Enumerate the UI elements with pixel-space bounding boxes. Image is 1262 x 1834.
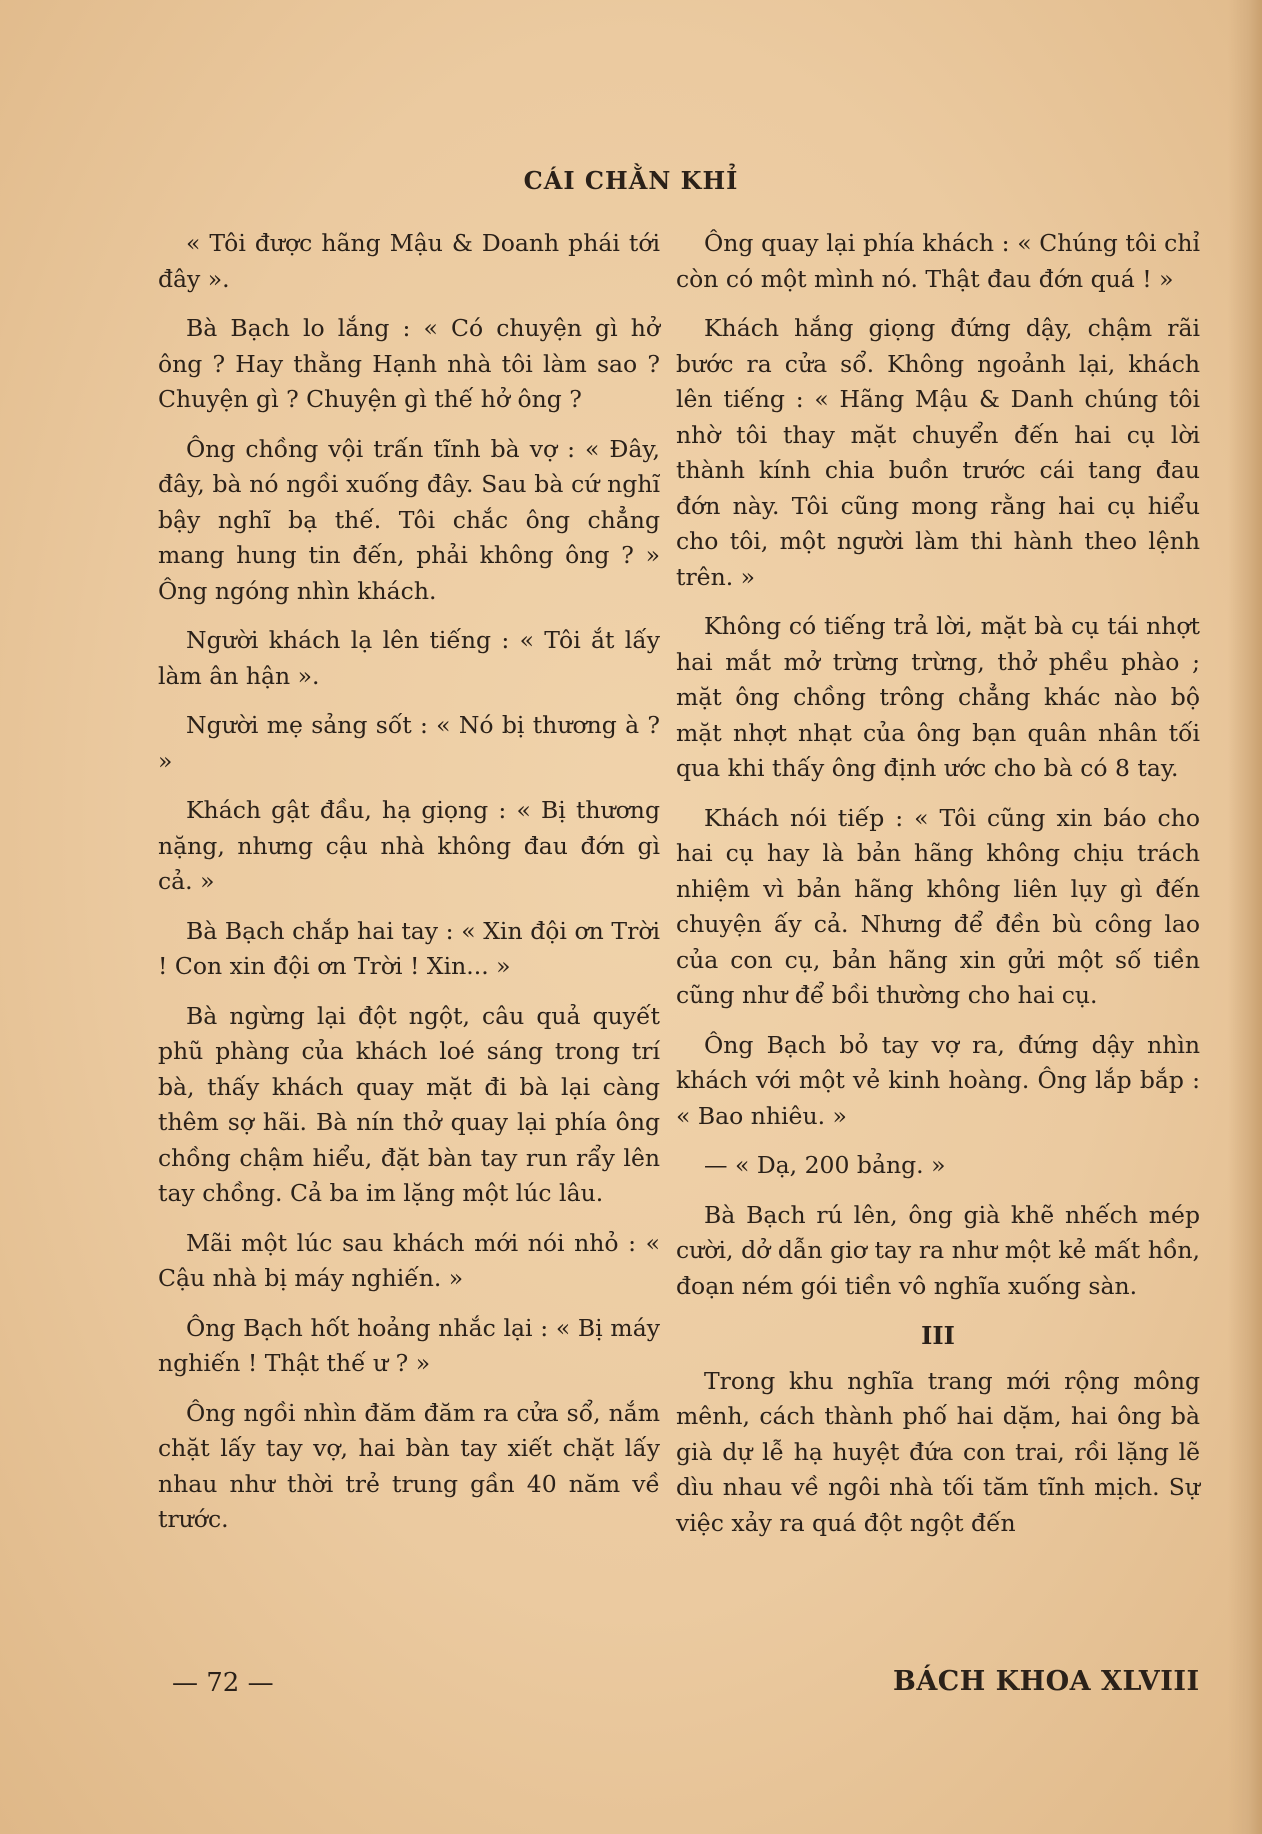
paragraph: Ông chồng vội trấn tĩnh bà vợ : « Đây, đây, bà nó ngồi xuống đây. Sau bà cứ nghĩ bậy nghĩ bạ thế. Tôi chắc ông chẳng mang hung tin đến, phải không ông ? » Ông ngóng nhìn khách. bbox=[158, 434, 660, 605]
page-title: CÁI CHẰN KHỈ bbox=[523, 166, 739, 195]
paragraph: Ông ngồi nhìn đăm đăm ra cửa sổ, nắm chặt lấy tay vợ, hai bàn tay xiết chặt lấy nhau như thời trẻ trung gần 40 năm về trước. bbox=[158, 1398, 660, 1533]
paragraph: « Tôi được hãng Mậu & Doanh phái tới đây ». bbox=[158, 229, 660, 293]
page-number: — 72 — bbox=[172, 1668, 274, 1698]
paragraph: Người khách lạ lên tiếng : « Tôi ắt lấy làm ân hận ». bbox=[158, 626, 660, 690]
right-column bbox=[676, 226, 1200, 1555]
paragraph: Mãi một lúc sau khách mới nói nhỏ : « Cậu nhà bị máy nghiến. » bbox=[158, 1228, 660, 1292]
paragraph: Bà Bạch chắp hai tay : « Xin đội ơn Trời ! Con xin đội ơn Trời ! Xin... » bbox=[158, 916, 660, 980]
paragraph: Bà Bạch rú lên, ông già khẽ nhếch mép cười, dở dẫn giơ tay ra như một kẻ mất hồn, đoạn ném gói tiền vô nghĩa xuống sàn. bbox=[676, 1200, 1200, 1300]
paragraph: Ông quay lại phía khách : « Chúng tôi chỉ còn có một mình nó. Thật đau đớn quá ! » bbox=[676, 229, 1200, 293]
section-number: III bbox=[921, 1321, 955, 1350]
paragraph: Khách nói tiếp : « Tôi cũng xin báo cho hai cụ hay là bản hãng không chịu trách nhiệm vì bản hãng không liên lụy gì đến chuyện ấy cả. Nhưng để đền bù công lao của con cụ, bản hãng xin gửi một số tiền cũng như để bồi thường cho hai cụ. bbox=[676, 803, 1200, 1009]
paragraph: Khách gật đầu, hạ giọng : « Bị thương nặng, nhưng cậu nhà không đau đớn gì cả. » bbox=[158, 796, 660, 895]
paragraph: Ông Bạch bỏ tay vợ ra, đứng dậy nhìn khách với một vẻ kinh hoàng. Ông lắp bắp : « Bao nhiêu. » bbox=[676, 1030, 1200, 1130]
paragraph: Ông Bạch hốt hoảng nhắc lại : « Bị máy nghiến ! Thật thế ư ? » bbox=[158, 1313, 660, 1377]
paragraph: Người mẹ sảng sốt : « Nó bị thương à ? » bbox=[158, 711, 660, 775]
page-edge-shadow bbox=[1228, 0, 1262, 1834]
publication-name: BÁCH KHOA XLVIII bbox=[893, 1666, 1200, 1697]
paragraph: Bà Bạch lo lắng : « Có chuyện gì hở ông ? Hay thằng Hạnh nhà tôi làm sao ? Chuyện gì ? Chuyện gì thế hở ông ? bbox=[158, 314, 660, 413]
paragraph: Khách hắng giọng đứng dậy, chậm rãi bước ra cửa sổ. Không ngoảnh lại, khách lên tiếng : « Hãng Mậu & Danh chúng tôi nhờ tôi thay mặt chuyển đến hai cụ lời thành kính chia buồn trước cái tang đau đớn này. Tôi cũng mong rằng hai cụ hiểu cho tôi, một người làm thi hành theo lệnh trên. » bbox=[676, 314, 1200, 591]
paragraph: Bà ngừng lại đột ngột, câu quả quyết phũ phàng của khách loé sáng trong trí bà, thấy khách quay mặt đi bà lại càng thêm sợ hãi. Bà nín thở quay lại phía ông chồng chậm hiểu, đặt bàn tay run rẩy lên tay chồng. Cả ba im lặng một lúc lâu. bbox=[158, 1001, 660, 1207]
paragraph: Không có tiếng trả lời, mặt bà cụ tái nhợt hai mắt mở trừng trừng, thở phều phào ; mặt ông chồng trông chẳng khác nào bộ mặt nhợt nhạt của ông bạn quân nhân tối qua khi thấy ông định ước cho bà có 8 tay. bbox=[676, 612, 1200, 782]
left-column bbox=[158, 226, 660, 1552]
paragraph: — « Dạ, 200 bảng. » bbox=[704, 1151, 946, 1179]
paragraph: Trong khu nghĩa trang mới rộng mông mênh, cách thành phố hai dặm, hai ông bà già dự lễ hạ huyệt đứa con trai, rồi lặng lẽ dìu nhau về ngôi nhà tối tăm tĩnh mịch. Sự việc xảy ra quá đột ngột đến bbox=[676, 1366, 1200, 1537]
